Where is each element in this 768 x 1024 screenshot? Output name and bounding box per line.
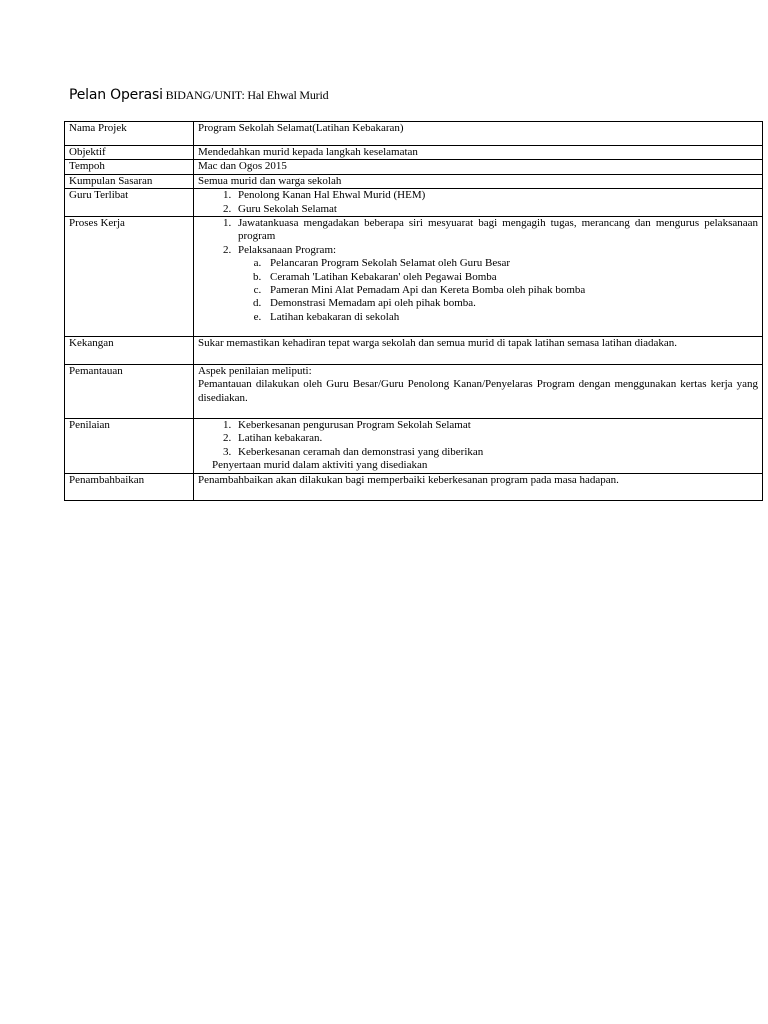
row-kekangan (65, 337, 763, 365)
list-item: 1. Jawatankuasa mengadakan beberapa siri mesyuarat bagi mengagih tugas, merancang dan mengurus pelaksanaan program (234, 217, 758, 244)
pemantauan-line-2: Pemantauan dilakukan oleh Guru Besar/Guru Penolong Kanan/Penyelaras Program dengan menggunakan kertas kerja yang disediakan. (198, 378, 758, 404)
value-kekangan: Sukar memastikan kehadiran tepat warga sekolah dan semua murid di tapak latihan semasa latihan diadakan. (194, 337, 763, 365)
list-item: 1. Keberkesanan pengurusan Program Sekolah Selamat (234, 419, 758, 432)
row-pemantauan (65, 365, 763, 419)
pelaksanaan-heading: Pelaksanaan Program: (238, 243, 337, 256)
list-item (234, 244, 758, 324)
value-objektif: Mendedahkan murid kepada langkah keselamatan (194, 146, 763, 160)
title-unit: BIDANG/UNIT: Hal Ehwal Murid (162, 88, 329, 102)
sub-list-item: d. Demonstrasi Memadam api oleh pihak bomba. (264, 297, 758, 310)
list-item: 2. Guru Sekolah Selamat (234, 203, 758, 216)
row-proses-kerja (65, 217, 763, 337)
proses-kerja-list (198, 217, 758, 324)
value-proses-kerja (194, 217, 763, 337)
label-penambahbaikan: Penambahbaikan (65, 474, 194, 501)
page-title (69, 86, 328, 104)
operation-plan-table (64, 121, 763, 501)
label-nama-projek: Nama Projek (65, 122, 194, 146)
value-nama-projek: Program Sekolah Selamat(Latihan Kebakaran) (194, 122, 763, 146)
label-kekangan: Kekangan (65, 337, 194, 365)
list-item: 1. Penolong Kanan Hal Ehwal Murid (HEM) (234, 189, 758, 202)
label-kumpulan-sasaran: Kumpulan Sasaran (65, 174, 194, 188)
pemantauan-line-1: Aspek penilaian meliputi: (198, 365, 312, 378)
sub-list-item: e. Latihan kebakaran di sekolah (264, 311, 758, 324)
list-item: 2. Latihan kebakaran. (234, 432, 758, 445)
label-guru-terlibat: Guru Terlibat (65, 189, 194, 217)
label-tempoh: Tempoh (65, 160, 194, 174)
value-guru-terlibat (194, 189, 763, 217)
value-penilaian (194, 419, 763, 474)
row-penilaian (65, 419, 763, 474)
sub-list-item: b. Ceramah 'Latihan Kebakaran' oleh Pegawai Bomba (264, 271, 758, 284)
value-penambahbaikan: Penambahbaikan akan dilakukan bagi memperbaiki keberkesanan program pada masa hadapan. (194, 474, 763, 501)
pelaksanaan-sublist (238, 257, 758, 324)
value-tempoh: Mac dan Ogos 2015 (194, 160, 763, 174)
sub-list-item: a. Pelancaran Program Sekolah Selamat oleh Guru Besar (264, 257, 758, 270)
penilaian-extra: Penyertaan murid dalam aktiviti yang disediakan (212, 459, 428, 472)
row-nama-projek (65, 122, 763, 146)
label-proses-kerja: Proses Kerja (65, 217, 194, 337)
penilaian-list (198, 419, 758, 459)
label-penilaian: Penilaian (65, 419, 194, 474)
row-kumpulan-sasaran (65, 174, 763, 188)
guru-terlibat-list (198, 189, 758, 216)
sub-list-item: c. Pameran Mini Alat Pemadam Api dan Kereta Bomba oleh pihak bomba (264, 284, 758, 297)
value-kumpulan-sasaran: Semua murid dan warga sekolah (194, 174, 763, 188)
value-pemantauan (194, 365, 763, 419)
title-main: Pelan Operasi (69, 87, 163, 103)
label-pemantauan: Pemantauan (65, 365, 194, 419)
label-objektif: Objektif (65, 146, 194, 160)
row-penambahbaikan (65, 474, 763, 501)
row-tempoh (65, 160, 763, 174)
list-item: 3. Keberkesanan ceramah dan demonstrasi yang diberikan (234, 446, 758, 459)
row-objektif (65, 146, 763, 160)
row-guru-terlibat (65, 189, 763, 217)
